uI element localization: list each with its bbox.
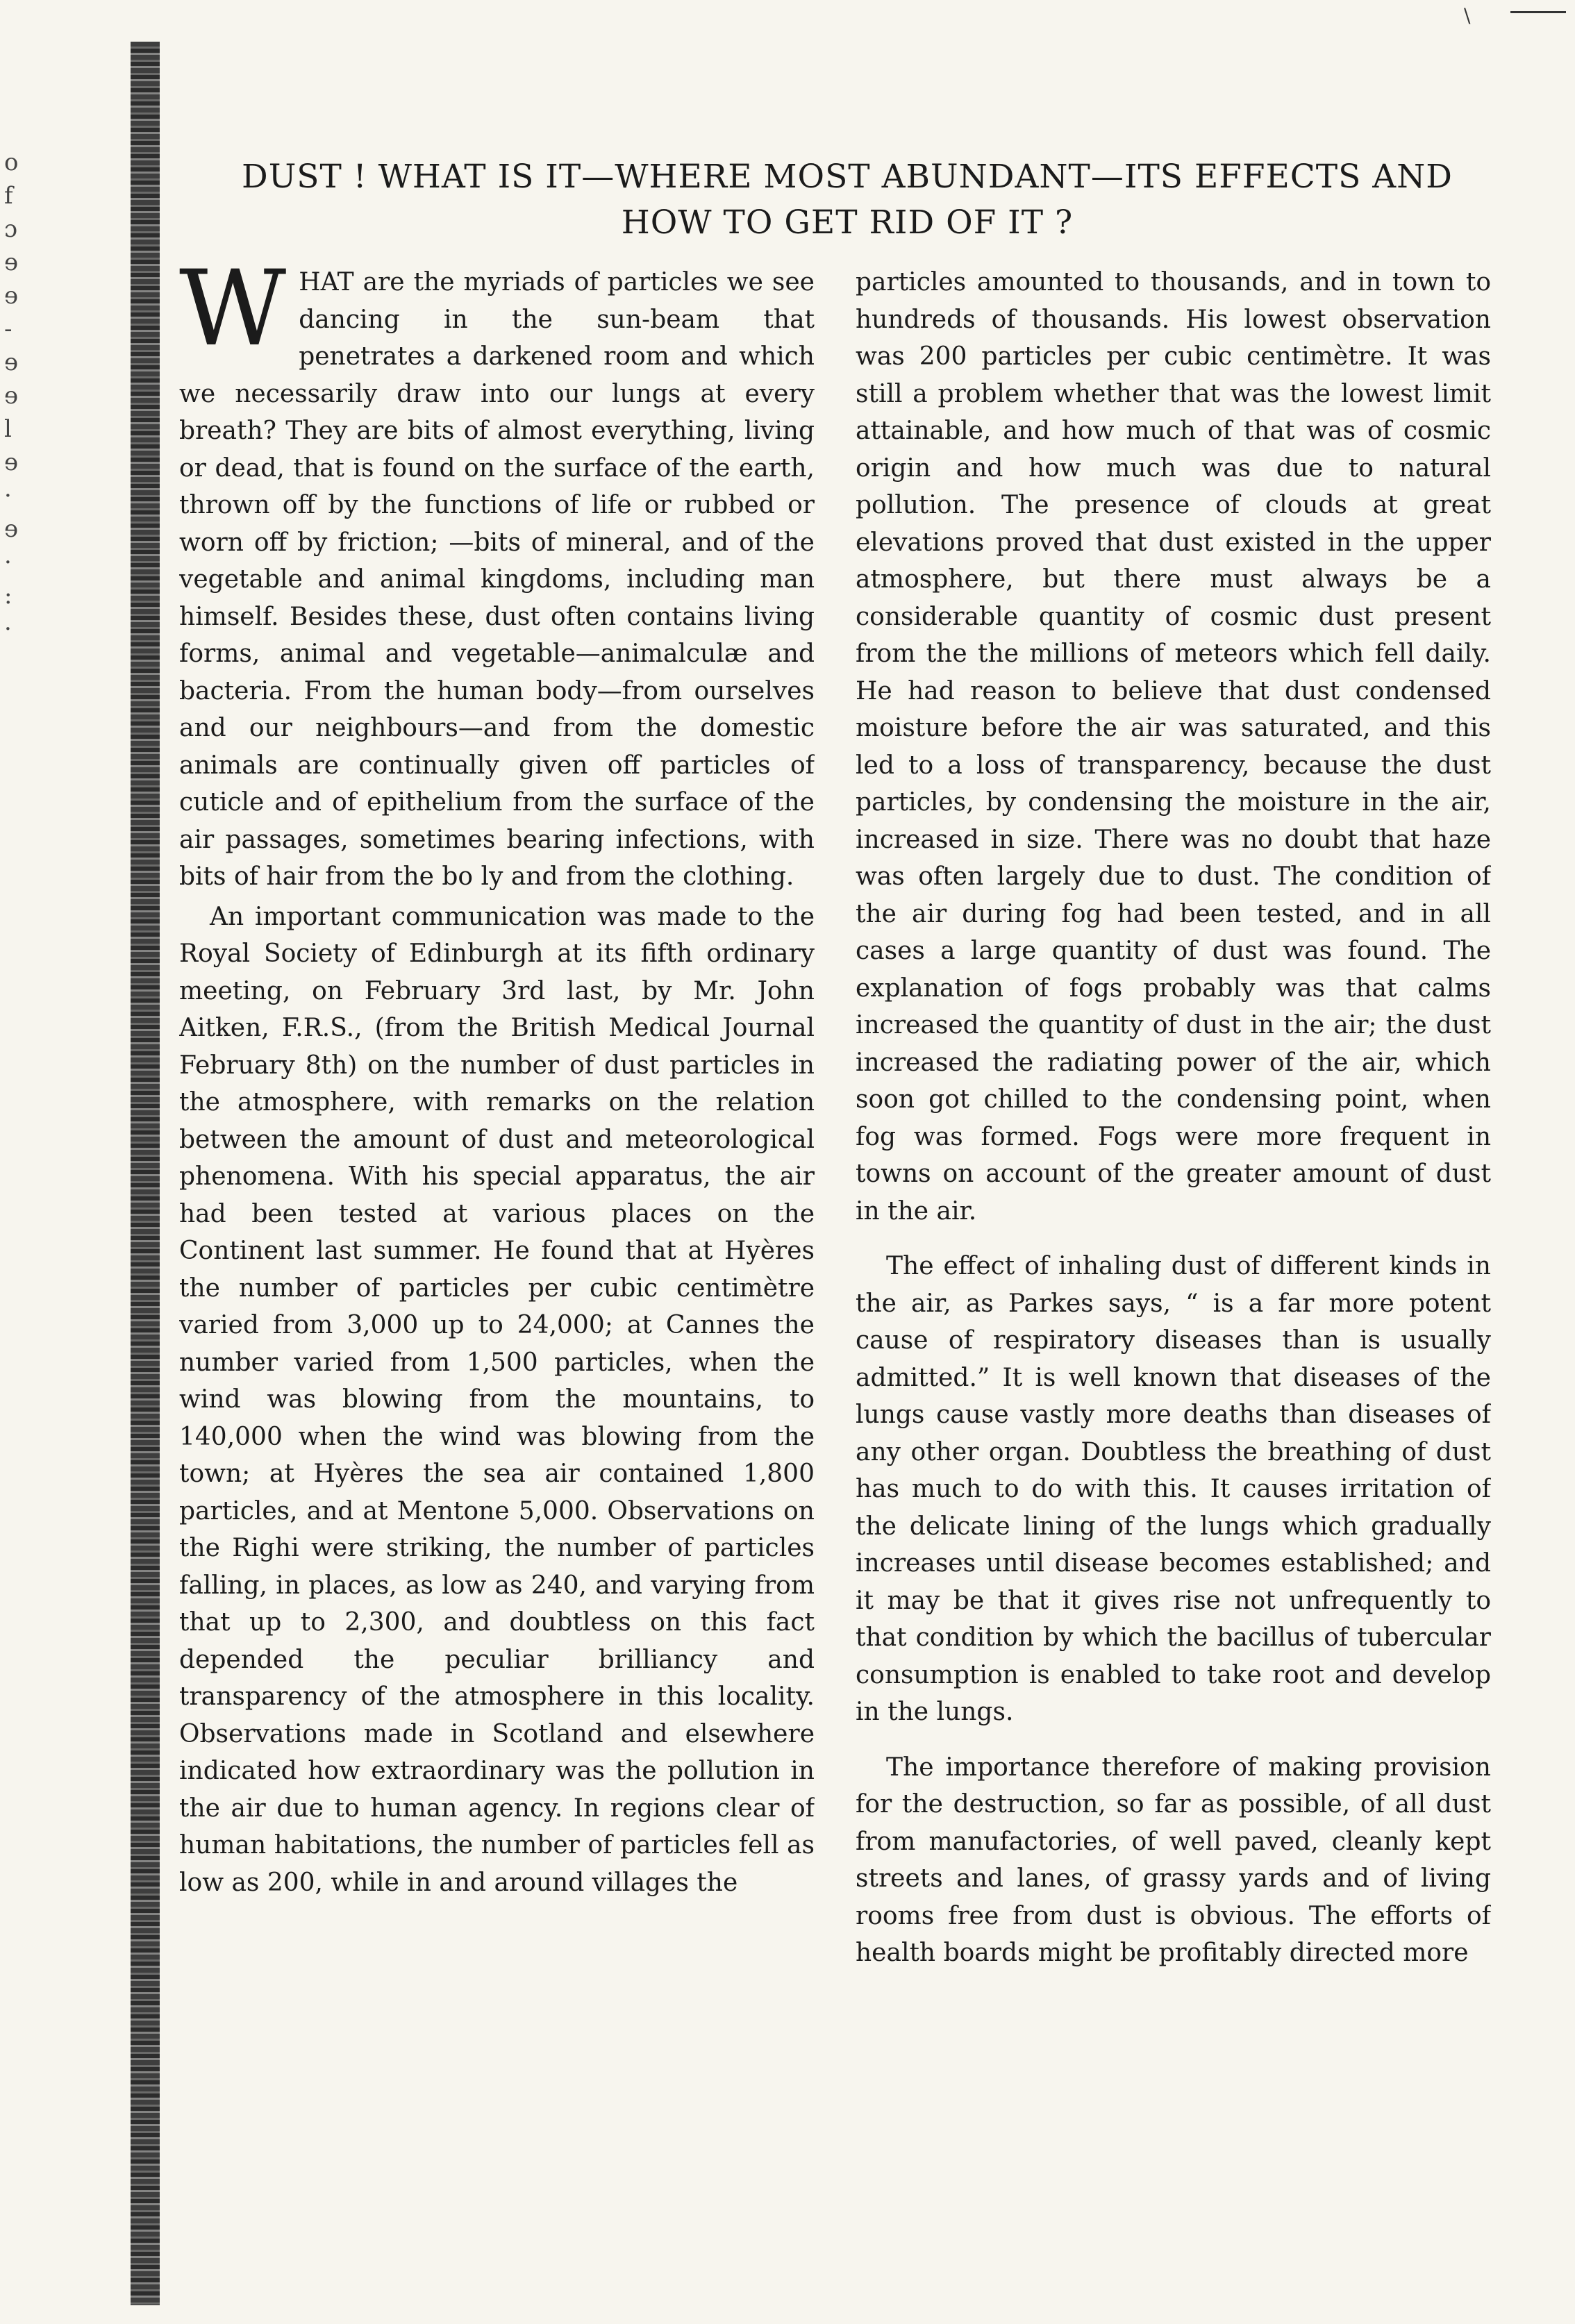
- margin-fragment: ɘ: [4, 515, 19, 543]
- headline-line-1: DUST ! WHAT IS IT—WHERE MOST ABUNDANT—ITS EFFECTS AND: [242, 158, 1453, 196]
- margin-fragment: f: [4, 182, 13, 210]
- drop-cap: W: [179, 264, 287, 369]
- article-headline: [229, 154, 1465, 246]
- paragraph-text: HAT are the myriads of particles we see dancing in the sun-beam that penetrates a darkened room and which we necessarily draw into our lungs at every breath? They are bits of almost everything, living or dead, that is found on the surface of the earth, thrown off by the functions of life or rubbed or worn off by friction; —bits of mineral, and of the vegetable and animal kingdoms, including man himself. Besides these, dust often contains living forms, animal and vegetable—animalculæ and bacteria. From the human body—from ourselves and our neighbours—and from the domestic animals are continually given off particles of cuticle and of epithelium from the surface of the air passages, sometimes bearing infections, with bits of hair from the bo ly and from the clothing.: [179, 268, 815, 891]
- left-column: [179, 264, 815, 2319]
- margin-fragment: ɘ: [4, 449, 19, 476]
- margin-fragment: ɔ: [4, 215, 18, 243]
- paragraph: [179, 264, 815, 896]
- margin-fragment: :: [4, 582, 12, 610]
- margin-fragment: -: [4, 315, 12, 343]
- paragraph: An important communication was made to the Royal Society of Edinburgh at its fifth ordinary meeting, on February 3rd last, by Mr. John Aitken, F.R.S., (from the British Medical Journal February 8th) on the number of dust particles in the atmosphere, with remarks on the relation between the amount of dust and meteorological phenomena. With his special apparatus, the air had been tested at various places on the Continent last summer. He found that at Hyères the number of particles per cubic centimètre varied from 3,000 up to 24,000; at Cannes the number varied from 1,500 particles, when the wind was blowing from the mountains, to 140,000 when the wind was blowing from the town; at Hyères the sea air contained 1,800 particles, and at Mentone 5,000. Observations on the Righi were striking, the number of particles falling, in places, as low as 240, and varying from that up to 2,300, and doubtless on this fact depended the peculiar brilliancy and transparency of the atmosphere in this locality. Observations made in Scotland and elsewhere indicated how extraordinary was the pollution in the air due to human agency. In regions clear of human habitations, the number of particles fell as low as 200, while in and around villages the: [179, 902, 815, 1897]
- corner-rule: [1510, 11, 1566, 13]
- corner-mark: \: [1464, 4, 1471, 27]
- margin-fragment: ɘ: [4, 249, 19, 276]
- paragraph: The effect of inhaling dust of different kinds in the air, as Parkes says, “ is a far more potent cause of respiratory diseases than is usually admitted.” It is well known that diseases of the lungs cause vastly more deaths than diseases of any other organ. Doubtless the breathing of dust has much to do with this. It causes irritation of the delicate lining of the lungs which gradually increases until disease becomes established; and it may be that it gives rise not unfrequently to that condition by which the bacillus of tubercular consumption is enabled to take root and develop in the lungs.: [856, 1252, 1491, 1726]
- right-column: [856, 264, 1491, 2319]
- margin-fragment: ɘ: [4, 282, 19, 310]
- binding-gutter: [131, 42, 160, 2305]
- paragraph: The importance therefore of making provision for the destruction, so far as possible, of all dust from manufactories, of well paved, cleanly kept streets and lanes, of grassy yards and of living rooms free from dust is obvious. The efforts of health boards might be profitably directed more: [856, 1753, 1491, 1967]
- margin-fragment: o: [4, 149, 19, 176]
- margin-fragment: ·: [4, 549, 12, 576]
- margin-fragments: [4, 146, 32, 646]
- margin-fragment: ɘ: [4, 349, 19, 376]
- margin-fragment: ·: [4, 482, 12, 510]
- headline-line-2: HOW TO GET RID OF IT ?: [621, 203, 1074, 242]
- margin-fragment: ɘ: [4, 382, 19, 410]
- margin-fragment: l: [4, 415, 12, 443]
- margin-fragment: ·: [4, 615, 12, 643]
- paragraph: particles amounted to thousands, and in town to hundreds of thousands. His lowest observation was 200 particles per cubic centimètre. It was still a problem whether that was the lowest limit attainable, and how much of that was of cosmic origin and how much was due to natural pollution. The presence of clouds at great elevations proved that dust existed in the upper atmosphere, but there must always be a considerable quantity of cosmic dust present from the the millions of meteors which fell daily. He had reason to believe that dust condensed moisture before the air was saturated, and this led to a loss of transparency, because the dust particles, by condensing the moisture in the air, increased in size. There was no doubt that haze was often largely due to dust. The condition of the air during fog had been tested, and in all cases a large quantity of dust was found. The explanation of fogs probably was that calms increased the quantity of dust in the air; the dust increased the radiating power of the air, which soon got chilled to the condensing point, when fog was formed. Fogs were more frequent in towns on account of the greater amount of dust in the air.: [856, 268, 1491, 1226]
